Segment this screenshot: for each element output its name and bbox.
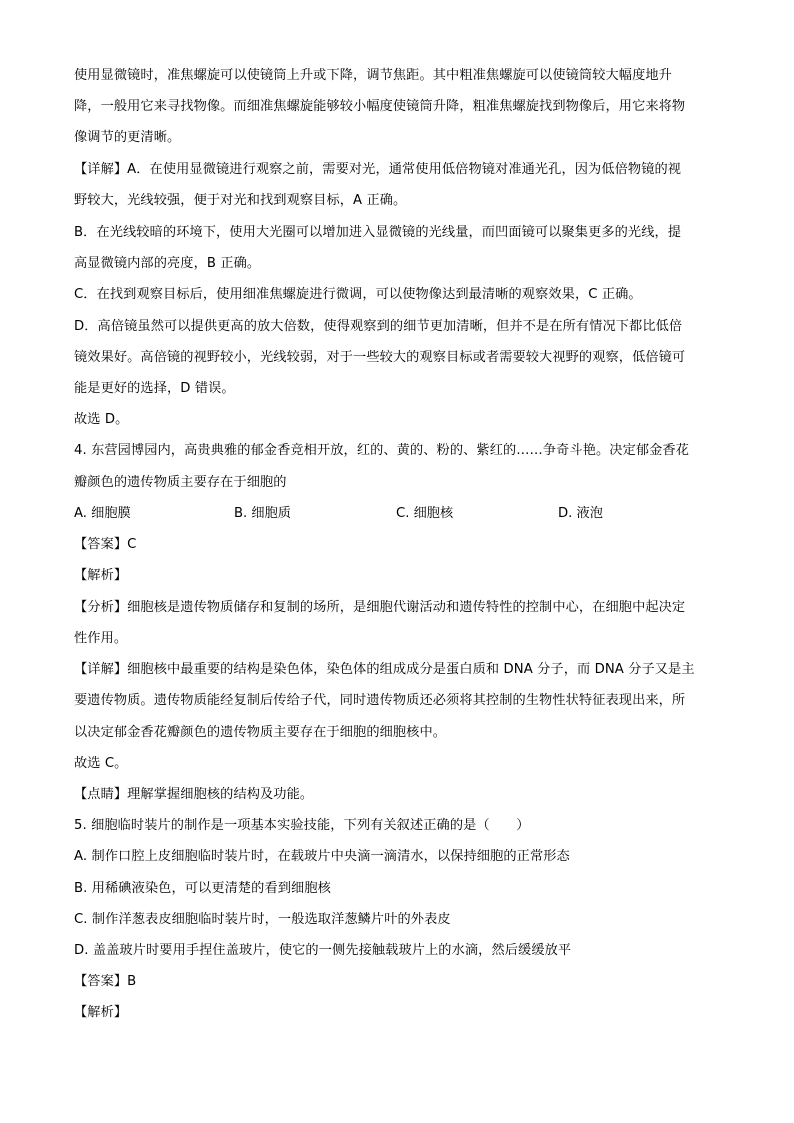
text-line: 使用显微镜时，准焦螺旋可以使镜筒上升或下降，调节焦距。其中粗准焦螺旋可以使镜筒较大幅度地升 [74,68,672,83]
text-line: 以决定郁金香花瓣颜色的遗传物质主要存在于细胞的细胞核中。 [74,725,447,740]
question-5-option-b: B. 用稀碘液染色，可以更清楚的看到细胞核 [74,881,331,896]
text-line: 故选 D。 [74,412,129,427]
text-line: 要遗传物质。遗传物质能经复制后传给子代，同时遗传物质还必须将其控制的生物性状特征表现出来，所 [74,693,686,708]
text-line: B．在光线较暗的环境下，使用大光圈可以增加进入显微镜的光线量，而凹面镜可以聚集更多的光线，提 [74,225,682,240]
question-4-stem: 瓣颜色的遗传物质主要存在于细胞的 [74,475,287,490]
analysis-label: 【解析】 [74,1005,128,1020]
text-line: 能是更好的选择，D 错误。 [74,381,235,396]
option-b: B. 细胞质 [234,506,291,521]
text-line: 故选 C。 [74,756,128,771]
text-line: 高显微镜内部的亮度，B 正确。 [74,256,261,271]
text-line: 野较大，光线较强，便于对光和找到观察目标，A 正确。 [74,193,407,208]
text-line: 像调节的更清晰。 [74,130,181,145]
text-line: 降，一般用它来寻找物像。而细准焦螺旋能够较小幅度使镜筒升降，粗准焦螺旋找到物像后，用它来将物 [74,99,686,114]
question-5-option-a: A. 制作口腔上皮细胞临时装片时，在载玻片中央滴一滴清水，以保持细胞的正常形态 [74,849,570,864]
text-line: 【详解】A．在使用显微镜进行观察之前，需要对光，通常使用低倍物镜对准通光孔，因为低倍物镜的视 [74,162,682,177]
answer-label: 【答案】B [74,974,137,989]
question-4-stem: 4. 东营园博园内，高贵典雅的郁金香竞相开放，红的、黄的、粉的、紫红的……争奇斗艳。决定郁金香花 [74,443,690,458]
option-d: D. 液泡 [558,506,603,521]
text-line: D．高倍镜虽然可以提供更高的放大倍数，使得观察到的细节更加清晰，但并不是在所有情况下都比低倍 [74,319,683,334]
text-line: 镜效果好。高倍镜的视野较小，光线较弱，对于一些较大的观察目标或者需要较大视野的观察，低倍镜可 [74,350,686,365]
text-line: 性作用。 [74,631,128,646]
question-5-option-d: D. 盖盖玻片时要用手捏住盖玻片，使它的一侧先接触载玻片上的水滴，然后缓缓放平 [74,943,572,958]
option-a: A. 细胞膜 [74,506,131,521]
question-5-option-c: C. 制作洋葱表皮细胞临时装片时，一般选取洋葱鳞片叶的外表皮 [74,912,451,927]
text-line: 【分析】细胞核是遗传物质储存和复制的场所，是细胞代谢活动和遗传特性的控制中心，在细胞中起决定 [74,600,686,615]
option-c: C. 细胞核 [396,506,454,521]
text-line: 【点睛】理解掌握细胞核的结构及功能。 [74,787,314,802]
question-5-stem: 5. 细胞临时装片的制作是一项基本实验技能，下列有关叙述正确的是（ ） [74,818,530,833]
text-line: C．在找到观察目标后，使用细准焦螺旋进行微调，可以使物像达到最清晰的观察效果，C 正确。 [74,287,642,302]
answer-label: 【答案】C [74,537,137,552]
analysis-label: 【解析】 [74,568,128,583]
text-line: 【详解】细胞核中最重要的结构是染色体，染色体的组成成分是蛋白质和 DNA 分子，而 DNA 分子又是主 [74,662,695,677]
